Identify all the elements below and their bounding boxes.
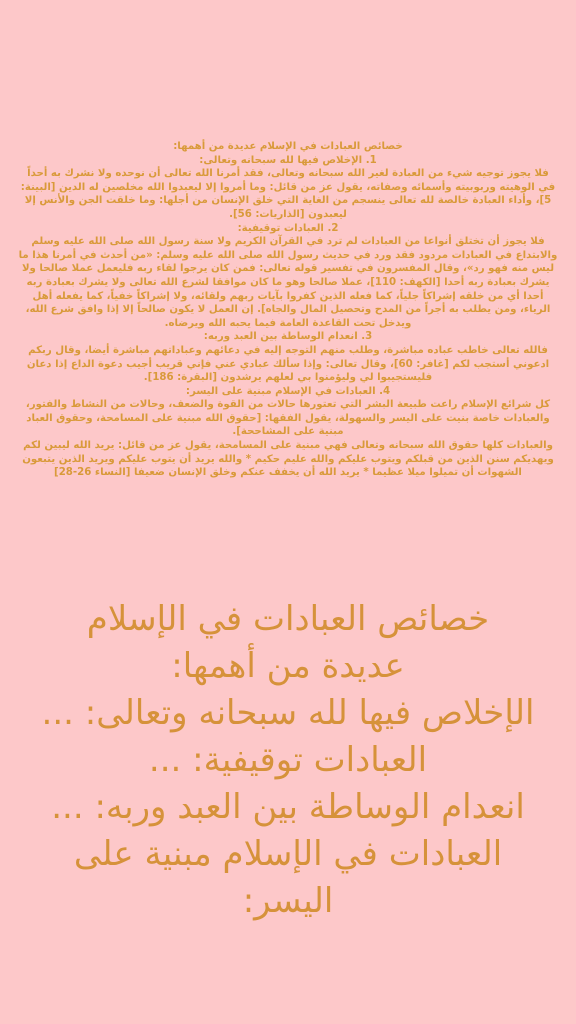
- section-paragraph-2: فلا يجوز أن تختلق أنواعا من العبادات لم ترد في القرآن الكريم ولا سنة رسول الله صلى الله عليه وسلم والابتداع في العبادات مردود فقد ورد في حديث رسول الله صلى الله عليه وسلم: «من أحدث في أمرنا هذا ما ليس منه فهو رد»، وقال المفسرون في تفسير قوله تعالى: فمن كان يرجوا لقاء ربه فليعمل عملا صالحا ولا يشرك بعبادة ربه أحدا [الكهف: 110]، عملا صالحا وهو ما كان موافقا لشرع الله تعالى ولا يشرك بعبادة ربه أحدا أي من خلقه إشراكاً جلياً، كما فعله الذين كفروا بآيات ربهم ولقائه، ولا إشراكاً خفياً، كما يفعله أهل الرياء، ومن يطلب به أجراً من المدح وتحصيل المال والجاه]. إن العمل لا يكون صالحاً إلا إذا وافق شرع الله، ويدخل تحت القاعدة العامة فيما يحبه الله ويرضاه.: [18, 236, 558, 329]
- section-paragraph-1: فلا يجوز توجيه شيء من العبادة لغير الله سبحانه وتعالى، فقد أمرنا الله تعالى أن نوحده ولا نشرك به أحداً في الوهيته وربوبيته وأسمائه وصفاته، يقول عز من قائل: وما أمروا إلا ليعبدوا الله مخلصين له الدين [البينة: 5]، وأداء العبادة خالصة لله تعالى ينسجم من الغاية التي خلق الإنسان من أجلها: وما خلقت الجن والأنس إلا ليعبدون [الذاريات: 56].: [20, 168, 556, 220]
- article-text: [18, 140, 558, 480]
- section-paragraph-3: فالله تعالى خاطب عباده مباشرة، وطلب منهم التوجه إليه في دعائهم وعباداتهم مباشرة أيضا، وقال ربكم ادعوني أستجب لكم [غافر: 60]، وقال تعالى: وإذا سألك عبادي عني فإني قريب أجيب دعوة الداع إذا دعان فليستجيبوا لي وليؤمنوا بي لعلهم يرشدون [البقرة: 186].: [26, 344, 550, 384]
- summary-line-4: العبادات توقيفية: ...: [148, 740, 428, 780]
- article-intro: خصائص العبادات في الإسلام عديدة من أهمها:: [173, 141, 403, 152]
- summary-line-7: اليسر:: [242, 881, 334, 921]
- summary-line-6: العبادات في الإسلام مبنية على: [73, 834, 503, 874]
- summary-line-2: عديدة من أهمها:: [171, 646, 405, 686]
- section-heading-3: 3. انعدام الوساطة بين العبد وربه:: [203, 331, 373, 343]
- summary-line-5: انعدام الوساطة بين العبد وربه: ...: [51, 787, 525, 827]
- section-paragraph-5: والعبادات كلها حقوق الله سبحانه وتعالى فهي مبنية على المسامحة، يقول عز من قائل: يريد الله ليبين لكم ويهديكم سنن الذين من قبلكم ويتوب عليكم والله عليم حكيم * والله يريد أن يتوب عليكم ويريد الذين يتبعون الشهوات أن تميلوا ميلا عظيما * يريد الله أن يخفف عنكم وخلق الإنسان ضعيفا [النساء 26-28]: [22, 440, 554, 479]
- section-heading-2: 2. العبادات توقيفية:: [237, 222, 339, 234]
- section-heading-4: 4. العبادات في الإسلام مبنية على اليسر:: [185, 385, 391, 397]
- summary-text: [14, 596, 562, 925]
- summary-line-3: الإخلاص فيها لله سبحانه وتعالى: ...: [41, 693, 535, 733]
- section-paragraph-4: كل شرائع الإسلام راعت طبيعة البشر التي تعتورها حالات من القوة والضعف، وحالات من النشاط والفتور، والعبادات خاصة بنيت على اليسر والسهولة، يقول الفقها: [حقوق الله مبنية على المسامحة، وحقوق العباد مبنية على المشاححة].: [25, 399, 551, 438]
- section-heading-1: 1. الإخلاص فيها لله سبحانه وتعالى:: [199, 154, 377, 166]
- summary-line-1: خصائص العبادات في الإسلام: [86, 599, 490, 639]
